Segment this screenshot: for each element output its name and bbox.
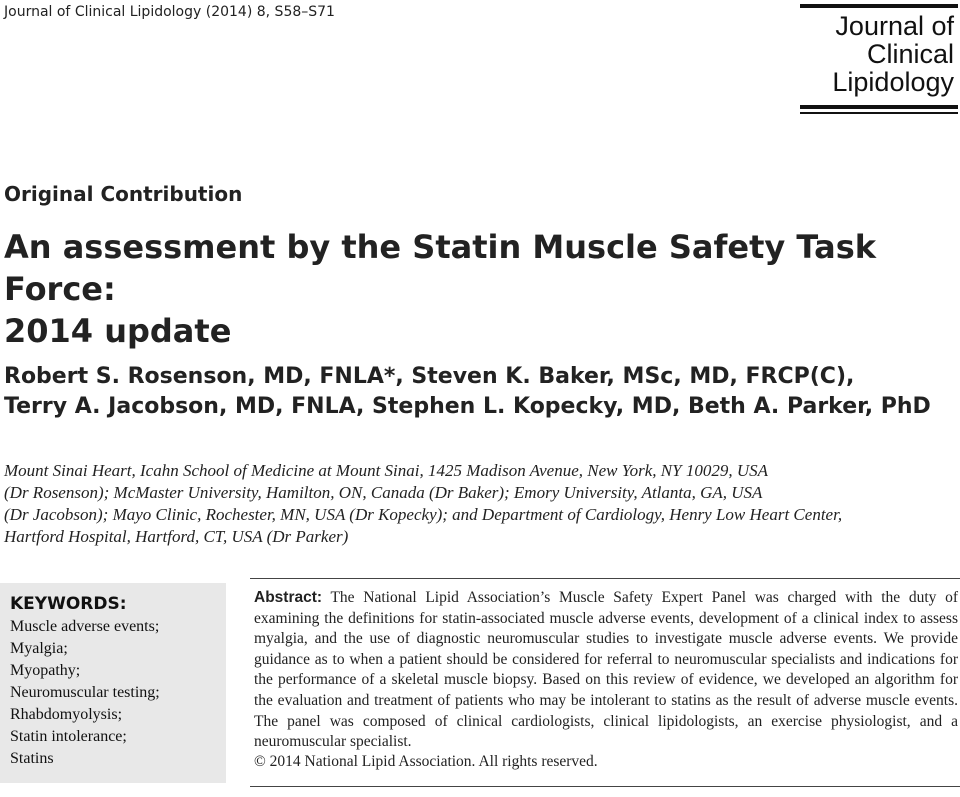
abstract-paragraph <box>254 588 958 753</box>
abstract-label: Abstract: <box>254 589 323 606</box>
abstract-top-rule <box>250 578 960 579</box>
authors-line-2: Terry A. Jacobson, MD, FNLA, Stephen L. Kopecky, MD, Beth A. Parker, PhD <box>4 394 931 419</box>
section-label: Original Contribution <box>4 182 243 206</box>
logo-line-3: Lipidology <box>832 67 954 97</box>
keywords-heading: KEYWORDS: <box>10 594 127 614</box>
affiliation-line-2: (Dr Rosenson); McMaster University, Hamilton, ON, Canada (Dr Baker); Emory University, Atlanta, GA, USA <box>4 483 763 502</box>
logo-line-2: Clinical <box>866 39 954 69</box>
logo-bottom-bar <box>800 105 958 109</box>
affiliation-line-4: Hartford Hospital, Hartford, CT, USA (Dr Parker) <box>4 527 349 546</box>
title-line-1: An assessment by the Statin Muscle Safety Task Force: <box>4 228 877 308</box>
keyword-item: Myopathy; <box>10 662 81 679</box>
logo-text <box>832 12 954 96</box>
affiliations <box>4 460 954 548</box>
author-list <box>4 362 954 422</box>
keyword-item: Neuromuscular testing; <box>10 684 160 701</box>
affiliation-line-1: Mount Sinai Heart, Icahn School of Medicine at Mount Sinai, 1425 Madison Avenue, New York, NY 10029, USA <box>4 461 768 480</box>
title-line-2: 2014 update <box>4 312 232 350</box>
keyword-item: Myalgia; <box>10 640 68 657</box>
copyright-notice: © 2014 National Lipid Association. All rights reserved. <box>254 753 598 770</box>
keywords-list <box>10 616 160 770</box>
abstract-text: The National Lipid Association’s Muscle Safety Expert Panel was charged with the duty of examining the definitions for statin-associated muscle adverse events, development of a clinical index to assess myalgia, and the use of diagnostic neuromuscular studies to investigate muscle adverse events. We provide guidance as to when a patient should be considered for referral to neuromuscular specialists and indications for the performance of a skeletal muscle biopsy. Based on this review of evidence, we developed an algorithm for the evaluation and treatment of patients who may be intolerant to statins as the result of adverse muscle events. The panel was composed of clinical cardiologists, clinical lipidologists, an exercise physiologist, and a neuromuscular specialist. <box>254 589 958 751</box>
keyword-item: Muscle adverse events; <box>10 618 160 635</box>
keyword-item: Rhabdomyolysis; <box>10 706 123 723</box>
logo-line-1: Journal of <box>835 11 954 41</box>
abstract-bottom-rule <box>250 786 960 787</box>
logo-top-bar <box>800 4 958 8</box>
authors-line-1: Robert S. Rosenson, MD, FNLA*, Steven K. Baker, MSc, MD, FRCP(C), <box>4 364 855 389</box>
journal-logo <box>800 4 958 114</box>
keyword-item: Statins <box>10 750 54 767</box>
logo-bottom-thin-bar <box>800 112 958 114</box>
affiliation-line-3: (Dr Jacobson); Mayo Clinic, Rochester, MN, USA (Dr Kopecky); and Department of Cardiology, Henry Low Heart Center, <box>4 505 843 524</box>
keyword-item: Statin intolerance; <box>10 728 127 745</box>
paper-title <box>4 226 944 352</box>
journal-citation: Journal of Clinical Lipidology (2014) 8, S58–S71 <box>4 4 335 20</box>
